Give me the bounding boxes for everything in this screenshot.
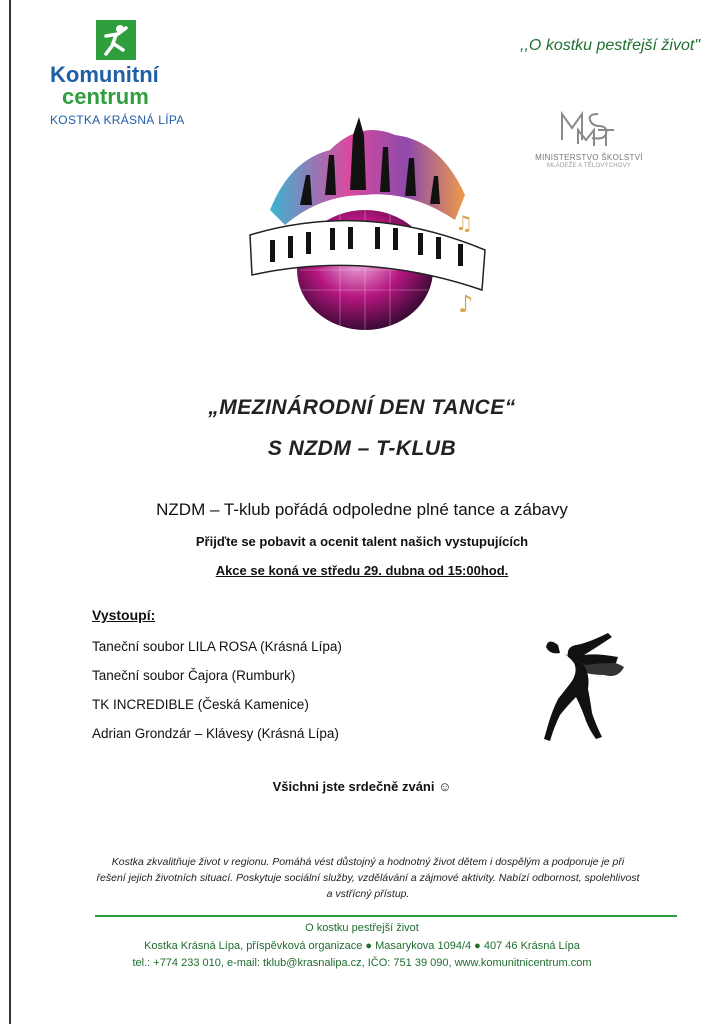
performers-title: Vystoupí:	[92, 607, 156, 623]
svg-text:♪: ♪	[458, 290, 474, 318]
footer-divider	[95, 915, 677, 917]
logo-text-line1: Komunitní	[50, 62, 159, 87]
logo-text-line2: centrum	[62, 84, 149, 109]
logo-text-line3: KOSTKA KRÁSNÁ LÍPA	[50, 113, 185, 127]
organization-description: Kostka zkvalitňuje život v regionu. Pomáhá vést důstojný a hodnotný život dětem i dospělým a podporuje je při řešení jejich životních situací. Poskytuje sociální služby, vzdělávání a zájmové aktivity. Nabízí odbornost, spolehlivost a vstřícný přístup.	[96, 856, 640, 900]
msmt-logo-icon	[558, 110, 618, 150]
event-subtitle: Přijďte se pobavit a ocenit talent našich vystupujících	[195, 534, 529, 549]
footer-contacts: tel.: +774 233 010, e-mail: tklub@krasnalipa.cz, IČO: 751 39 090, www.komunitnicentrum.com	[132, 957, 592, 969]
event-title-line2: S NZDM – T-KLUB	[267, 437, 457, 460]
dance-globe-illustration	[230, 100, 500, 340]
list-item: TK INCREDIBLE (Česká Kamenice)	[92, 697, 309, 712]
footer-slogan: O kostku pestřejší život	[305, 922, 419, 934]
dancer-silhouette-icon	[538, 627, 628, 747]
ministry-subname: MLÁDEŽE A TĚLOVÝCHOVY	[546, 163, 632, 169]
footer-address: Kostka Krásná Lípa, příspěvková organizace ● Masarykova 1094/4 ● 407 46 Krásná Lípa	[144, 940, 580, 952]
logo-cube-icon	[96, 20, 136, 60]
invitation-text: Všichni jste srdečně zváni ☺	[272, 779, 452, 794]
list-item: Adrian Grondzár – Klávesy (Krásná Lípa)	[92, 726, 339, 741]
event-date: Akce se koná ve středu 29. dubna od 15:00hod.	[215, 563, 509, 578]
performers-list	[92, 638, 342, 754]
event-lead: NZDM – T-klub pořádá odpoledne plné tance a zábavy	[156, 500, 568, 519]
ministry-name: MINISTERSTVO ŠKOLSTVÍ	[535, 153, 643, 162]
event-title-line1: „MEZINÁRODNÍ DEN TANCE“	[208, 396, 516, 419]
list-item: Taneční soubor Čajora (Rumburk)	[92, 668, 296, 683]
svg-text:♫: ♫	[455, 211, 473, 235]
list-item: Taneční soubor LILA ROSA (Krásná Lípa)	[92, 639, 342, 654]
slogan: ,,O kostku pestřejší život"	[520, 37, 700, 54]
